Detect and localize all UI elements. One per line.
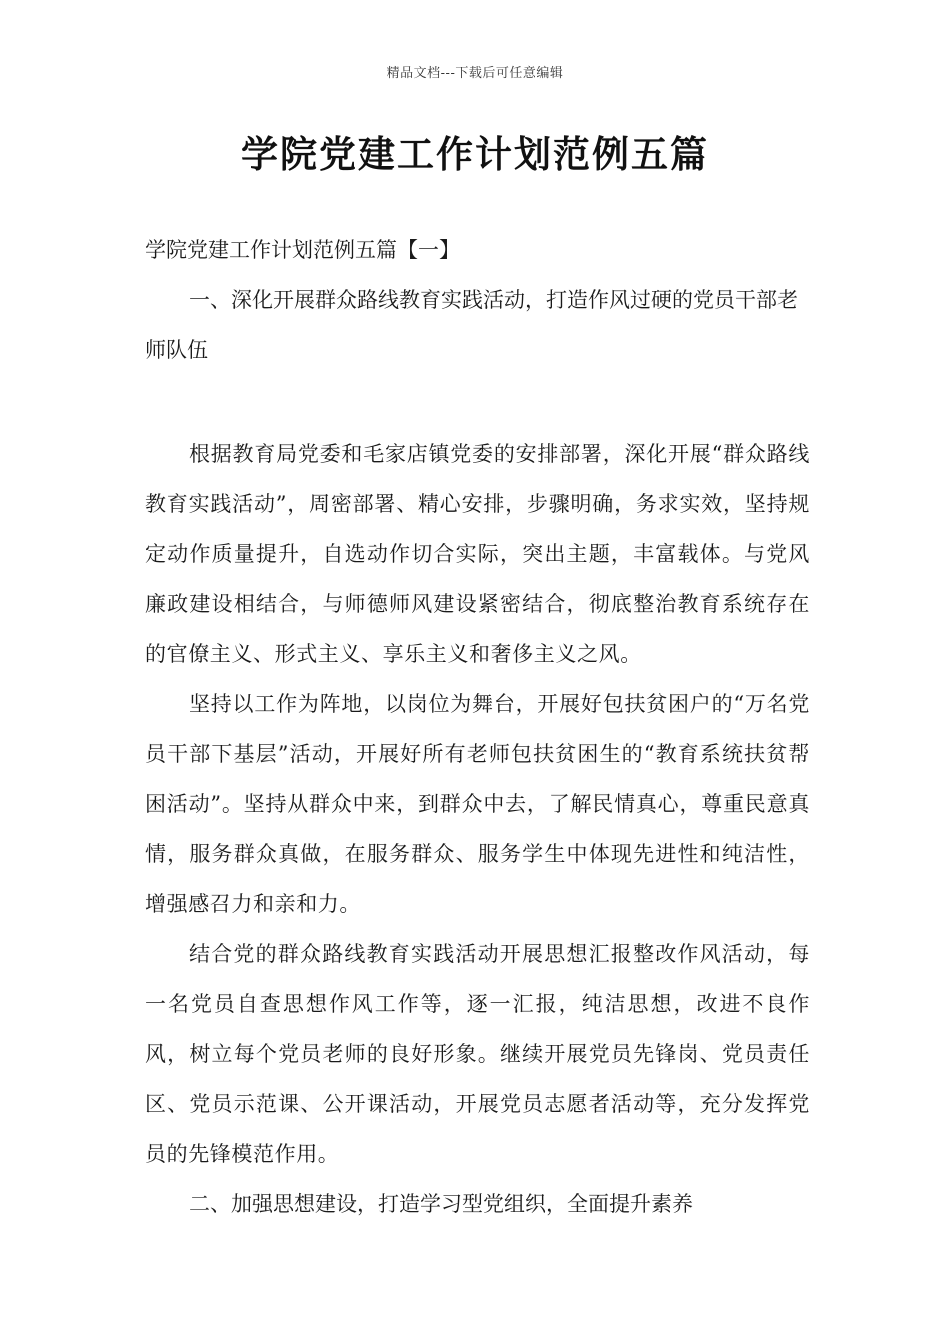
section-title: 学院党建工作计划范例五篇【一】 [145,238,460,262]
header-note: 精品文档---下载后可任意编辑 [386,66,564,81]
item-2-heading: 二、加强思想建设，打造学习型党组织，全面提升素养 [189,1192,693,1216]
item-1-heading: 一、深化开展群众路线教育实践活动，打造作风过硬的党员干部老师队伍 [145,288,798,362]
spacer [145,375,810,429]
paragraph-2: 坚持以工作为阵地，以岗位为舞台，开展好包扶贫困户的“万名党员干部下基层”活动，开展好所有老师包扶贫困生的“教育系统扶贫帮困活动”。坚持从群众中来，到群众中去，了解民情真心，尊重民意真情，服务群众真做，在服务群众、服务学生中体现先进性和纯洁性，增强感召力和亲和力。 [145,692,810,916]
paragraph-1: 根据教育局党委和毛家店镇党委的安排部署，深化开展“群众路线教育实践活动”，周密部署、精心安排，步骤明确，务求实效，坚持规定动作质量提升，自选动作切合实际，突出主题，丰富载体。与党风廉政建设相结合，与师德师风建设紧密结合，彻底整治教育系统存在的官僚主义、形式主义、享乐主义和奢侈主义之风。 [145,442,810,666]
document-body [145,225,810,1229]
paragraph-3: 结合党的群众路线教育实践活动开展思想汇报整改作风活动，每一名党员自查思想作风工作等，逐一汇报，纯洁思想，改进不良作风，树立每个党员老师的良好形象。继续开展党员先锋岗、党员责任区、党员示范课、公开课活动，开展党员志愿者活动等，充分发挥党员的先锋模范作用。 [145,942,810,1166]
document-title: 学院党建工作计划范例五篇 [241,132,709,176]
